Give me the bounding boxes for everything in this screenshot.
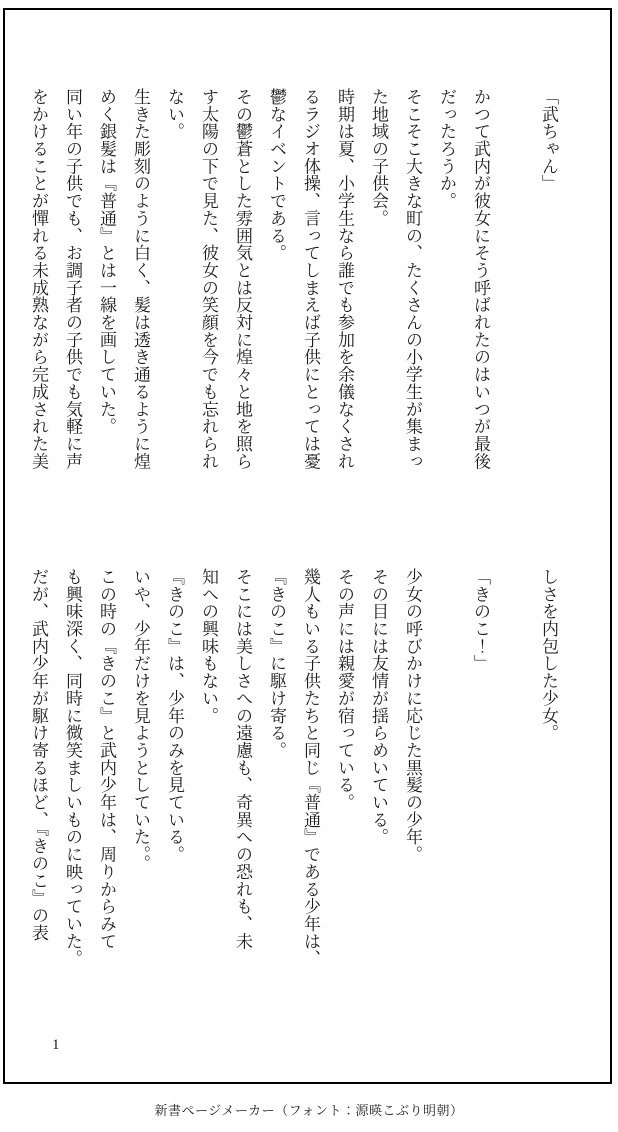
text-line: た地域の子供会。 (369, 88, 388, 227)
text-line: 少女の呼びかけに応じた黒髪の少年。 (403, 568, 422, 863)
page-frame (3, 8, 612, 1084)
text-line: しさを内包した少女。 (539, 568, 558, 742)
text-line: かつて武内が彼女にそう呼ばれたのはいつが最後 (471, 88, 490, 470)
text-block-bottom (21, 568, 565, 968)
text-line: るラジオ体操、言ってしまえば子供にとっては憂 (301, 88, 320, 470)
text-line: だが、武内少年が駆け寄るほど、『きのこ』の表 (29, 568, 48, 942)
generator-caption: 新書ページメーカー（フォント：源暎こぶり明朝） (154, 1103, 464, 1118)
text-line: 同い年の子供でも、お調子者の子供でも気軽に声 (63, 88, 82, 470)
text-line: 知への興味もない。 (199, 568, 218, 725)
text-line: いや、少年だけを見ようとしていた。。 (131, 568, 150, 872)
text-line: その声には親愛が宿っている。 (335, 568, 354, 811)
text-block-top (21, 88, 565, 472)
text-line: その目には友情が揺らめいている。 (369, 568, 388, 846)
text-line: 幾人もいる子供たちと同じ『普通』である少年は、 (301, 568, 320, 968)
text-line: をかけることが憚れる未成熟ながら完成された美 (29, 88, 48, 470)
text-line: そこには美しさへの遠慮も、奇異への恐れも、未 (233, 568, 252, 950)
text-line: 時期は夏、小学生なら誰でも参加を余儀なくされ (335, 88, 354, 470)
text-line: だったろうか。 (437, 88, 456, 210)
text-line: この時の『きのこ』と武内少年は、周りからみて (97, 568, 116, 950)
blank-line (429, 568, 463, 952)
blank-line (497, 88, 531, 472)
blank-line (497, 568, 531, 952)
text-line: めく銀髪は『普通』とは一線を画していた。 (97, 88, 116, 435)
text-line: 「きのこ！」 (471, 568, 490, 673)
text-line: 「武ちゃん」 (539, 88, 558, 193)
text-line: 生きた彫刻のように白く、髪は透き通るように煌 (131, 88, 150, 470)
text-line: そこそこ大きな町の、たくさんの小学生が集まっ (403, 88, 422, 470)
text-line: その鬱蒼とした雰囲気とは反対に煌々と地を照ら (233, 88, 252, 470)
text-line: 鬱なイベントである。 (267, 88, 286, 262)
text-line: ない。 (165, 88, 184, 141)
text-line: す太陽の下で見た、彼女の笑顔を今でも忘れられ (199, 88, 218, 470)
text-line: も興味深く、同時に微笑ましいものに映っていた。 (63, 568, 82, 968)
text-line: 『きのこ』に駆け寄る。 (267, 568, 286, 759)
page-number: 1 (52, 1037, 60, 1053)
text-line: 『きのこ』は、少年のみを見ている。 (165, 568, 184, 863)
